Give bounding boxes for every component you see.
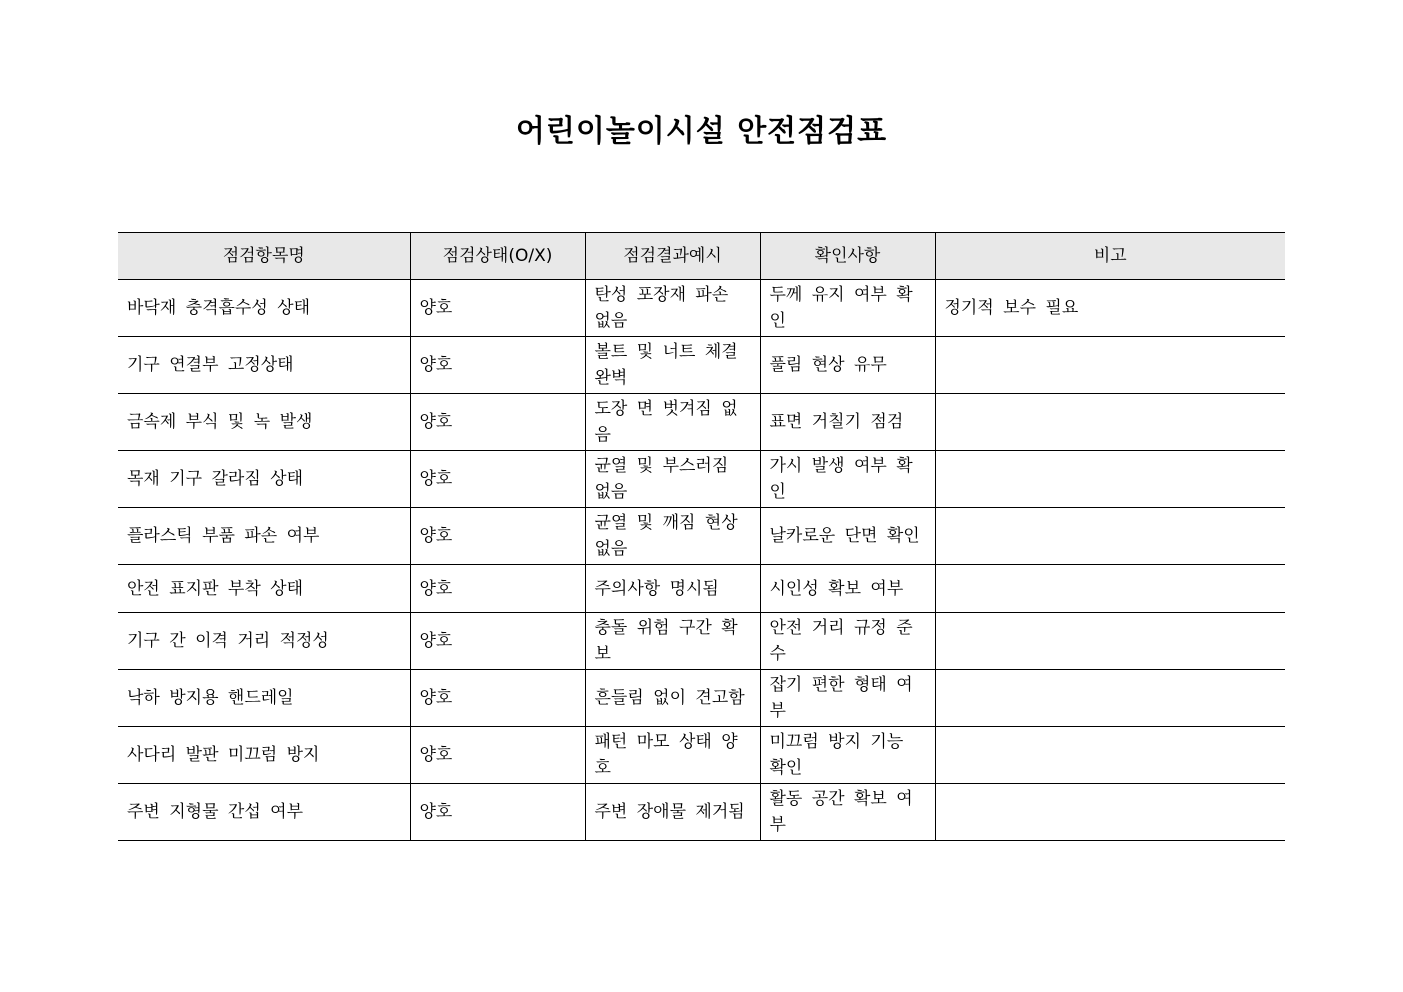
check-point-cell: 가시 발생 여부 확인 <box>760 451 935 508</box>
check-point-cell: 미끄럼 방지 기능 확인 <box>760 727 935 784</box>
note-cell <box>935 784 1285 841</box>
note-cell <box>935 727 1285 784</box>
header-check-point: 확인사항 <box>760 233 935 280</box>
check-point-cell: 활동 공간 확보 여부 <box>760 784 935 841</box>
result-example-cell: 충돌 위험 구간 확보 <box>585 613 760 670</box>
status-cell: 양호 <box>410 451 585 508</box>
result-example-cell: 볼트 및 너트 체결 완벽 <box>585 337 760 394</box>
check-point-cell: 표면 거칠기 점검 <box>760 394 935 451</box>
note-cell <box>935 451 1285 508</box>
result-example-cell: 도장 면 벗겨짐 없음 <box>585 394 760 451</box>
item-name-cell: 낙하 방지용 핸드레일 <box>118 670 410 727</box>
result-example-cell: 균열 및 깨짐 현상 없음 <box>585 508 760 565</box>
status-cell: 양호 <box>410 337 585 394</box>
table-row <box>118 394 1285 451</box>
status-cell: 양호 <box>410 394 585 451</box>
result-example-cell: 균열 및 부스러짐 없음 <box>585 451 760 508</box>
note-cell <box>935 613 1285 670</box>
table-row <box>118 508 1285 565</box>
item-name-cell: 기구 연결부 고정상태 <box>118 337 410 394</box>
note-cell <box>935 337 1285 394</box>
note-cell <box>935 670 1285 727</box>
table-row <box>118 337 1285 394</box>
table-row <box>118 613 1285 670</box>
table-row <box>118 280 1285 337</box>
check-point-cell: 날카로운 단면 확인 <box>760 508 935 565</box>
status-cell: 양호 <box>410 784 585 841</box>
note-cell <box>935 394 1285 451</box>
item-name-cell: 바닥재 충격흡수성 상태 <box>118 280 410 337</box>
result-example-cell: 패턴 마모 상태 양호 <box>585 727 760 784</box>
page-title: 어린이놀이시설 안전점검표 <box>515 114 888 149</box>
check-point-cell: 안전 거리 규정 준수 <box>760 613 935 670</box>
status-cell: 양호 <box>410 613 585 670</box>
status-cell: 양호 <box>410 727 585 784</box>
item-name-cell: 안전 표지판 부착 상태 <box>118 565 410 613</box>
table-row <box>118 565 1285 613</box>
result-example-cell: 주의사항 명시됨 <box>585 565 760 613</box>
status-cell: 양호 <box>410 280 585 337</box>
item-name-cell: 목재 기구 갈라짐 상태 <box>118 451 410 508</box>
item-name-cell: 플라스틱 부품 파손 여부 <box>118 508 410 565</box>
item-name-cell: 사다리 발판 미끄럼 방지 <box>118 727 410 784</box>
inspection-table <box>118 232 1285 841</box>
status-cell: 양호 <box>410 508 585 565</box>
status-cell: 양호 <box>410 670 585 727</box>
header-status: 점검상태(O/X) <box>410 233 585 280</box>
check-point-cell: 풀림 현상 유무 <box>760 337 935 394</box>
header-note: 비고 <box>935 233 1285 280</box>
note-cell: 정기적 보수 필요 <box>935 280 1285 337</box>
note-cell <box>935 508 1285 565</box>
item-name-cell: 금속제 부식 및 녹 발생 <box>118 394 410 451</box>
table-header-row <box>118 233 1285 280</box>
check-point-cell: 시인성 확보 여부 <box>760 565 935 613</box>
result-example-cell: 흔들림 없이 견고함 <box>585 670 760 727</box>
table-row <box>118 727 1285 784</box>
table-row <box>118 451 1285 508</box>
table-row <box>118 784 1285 841</box>
note-cell <box>935 565 1285 613</box>
check-point-cell: 잡기 편한 형태 여부 <box>760 670 935 727</box>
header-item-name: 점검항목명 <box>118 233 410 280</box>
status-cell: 양호 <box>410 565 585 613</box>
table-row <box>118 670 1285 727</box>
check-point-cell: 두께 유지 여부 확인 <box>760 280 935 337</box>
result-example-cell: 주변 장애물 제거됨 <box>585 784 760 841</box>
result-example-cell: 탄성 포장재 파손 없음 <box>585 280 760 337</box>
item-name-cell: 주변 지형물 간섭 여부 <box>118 784 410 841</box>
header-result-example: 점검결과예시 <box>585 233 760 280</box>
item-name-cell: 기구 간 이격 거리 적정성 <box>118 613 410 670</box>
